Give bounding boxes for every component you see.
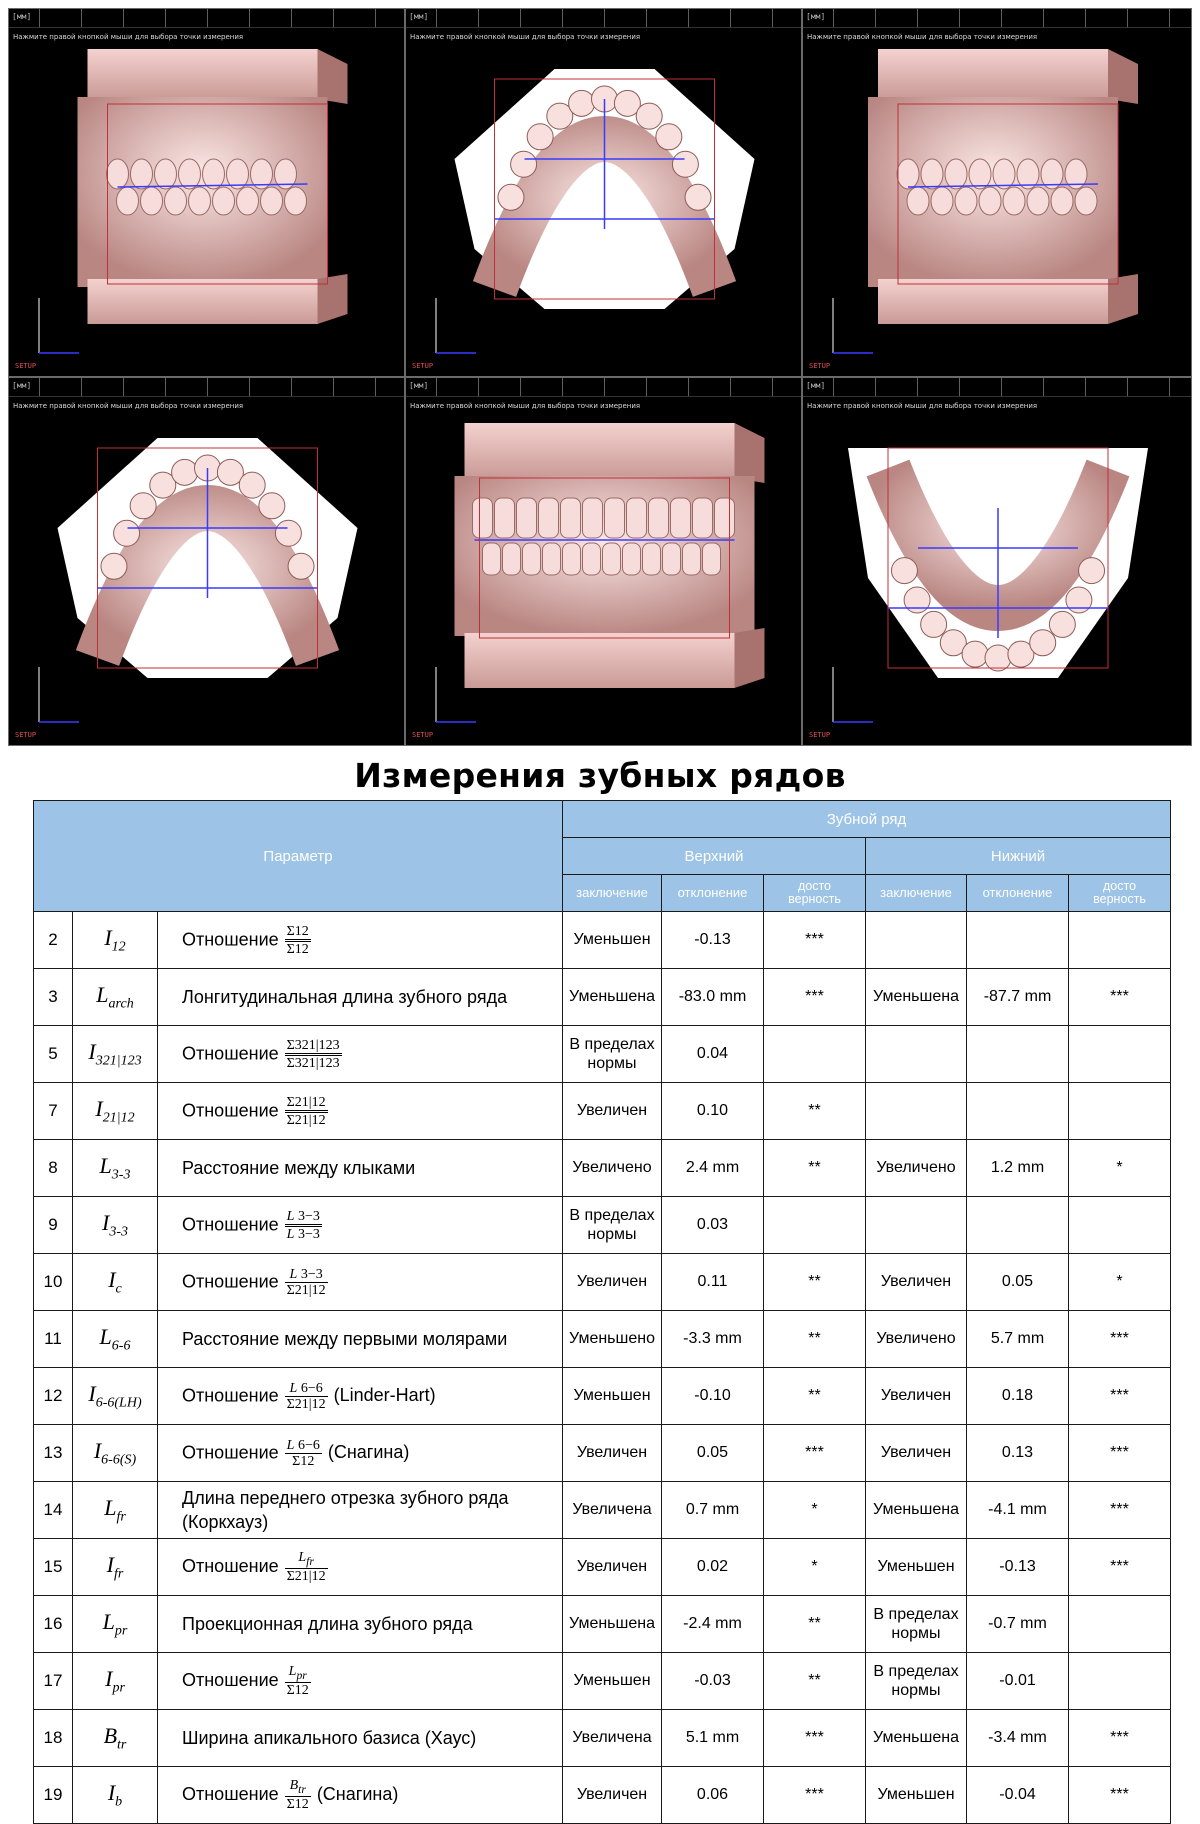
upper-significance xyxy=(764,1026,866,1083)
upper-deviation: -0.03 xyxy=(662,1653,764,1710)
param-symbol: $B_{tr}$ xyxy=(73,1710,158,1767)
table-row xyxy=(34,1083,1171,1140)
row-number: 9 xyxy=(34,1197,73,1254)
param-symbol: $I_b$ xyxy=(73,1767,158,1824)
upper-deviation: 0.03 xyxy=(662,1197,764,1254)
upper-significance: *** xyxy=(764,912,866,969)
upper-conclusion: Уменьшен xyxy=(563,1653,662,1710)
row-number: 16 xyxy=(34,1596,73,1653)
row-number: 3 xyxy=(34,969,73,1026)
formula-numerator: Σ12 xyxy=(286,923,309,939)
param-name: Отношение $\frac{L_{fr}}{\Sigma 21|12}$ xyxy=(158,1539,563,1596)
lower-deviation: -4.1 mm xyxy=(967,1482,1069,1539)
formula-denominator: Σ321|123 xyxy=(285,1053,342,1071)
param-name: Длина переднего отрезка зубного ряда (Коркхауз) xyxy=(158,1482,563,1539)
lower-deviation: 0.05 xyxy=(967,1254,1069,1311)
dental-model-render xyxy=(406,378,802,746)
ratio-formula xyxy=(285,1381,328,1412)
viewport-hint: Нажмите правой кнопкой мыши для выбора точки измерения xyxy=(807,33,1038,41)
upper-deviation: -0.10 xyxy=(662,1368,764,1425)
viewport-ruler: [мм] xyxy=(9,378,404,397)
lower-conclusion: Увеличен xyxy=(866,1254,967,1311)
dental-model-render xyxy=(406,9,802,377)
param-author: (Снагина) xyxy=(327,1441,410,1462)
lower-significance xyxy=(1069,1197,1171,1254)
upper-significance: ** xyxy=(764,1083,866,1140)
formula-numerator: Σ321|123 xyxy=(286,1037,340,1053)
param-author: (Linder-Hart) xyxy=(333,1384,436,1405)
viewport-hint: Нажмите правой кнопкой мыши для выбора точки измерения xyxy=(807,402,1038,410)
upper-significance: *** xyxy=(764,969,866,1026)
lower-conclusion xyxy=(866,912,967,969)
ratio-formula xyxy=(285,1038,342,1071)
upper-significance: * xyxy=(764,1482,866,1539)
table-row xyxy=(34,1425,1171,1482)
lower-significance xyxy=(1069,1026,1171,1083)
lower-conclusion: Увеличено xyxy=(866,1311,967,1368)
upper-deviation: 5.1 mm xyxy=(662,1710,764,1767)
lower-significance xyxy=(1069,1596,1171,1653)
viewport-frontal[interactable] xyxy=(405,377,802,746)
formula-denominator: L 3−3 xyxy=(285,1224,322,1242)
upper-conclusion: Увеличена xyxy=(563,1482,662,1539)
table-row xyxy=(34,912,1171,969)
upper-significance: *** xyxy=(764,1710,866,1767)
param-name: Отношение $\frac{L 6-6}{\Sigma 21|12}$ (Linder-Hart) xyxy=(158,1368,563,1425)
upper-deviation: -3.3 mm xyxy=(662,1311,764,1368)
table-row xyxy=(34,1140,1171,1197)
viewport-upper-occlusal-tilted[interactable] xyxy=(8,377,405,746)
lower-conclusion xyxy=(866,1026,967,1083)
upper-significance: ** xyxy=(764,1596,866,1653)
viewport-tag: SETUP xyxy=(809,731,831,739)
lower-deviation xyxy=(967,1026,1069,1083)
upper-significance: ** xyxy=(764,1311,866,1368)
upper-significance: ** xyxy=(764,1653,866,1710)
param-name: Лонгитудинальная длина зубного ряда xyxy=(158,969,563,1026)
upper-conclusion: Уменьшена xyxy=(563,1596,662,1653)
param-name: Расстояние между клыками xyxy=(158,1140,563,1197)
row-number: 17 xyxy=(34,1653,73,1710)
formula-denominator: Σ21|12 xyxy=(286,1282,326,1298)
upper-significance: * xyxy=(764,1539,866,1596)
ratio-formula xyxy=(285,1550,328,1585)
viewport-tag: SETUP xyxy=(15,731,37,739)
lower-significance xyxy=(1069,1083,1171,1140)
viewport-hint: Нажмите правой кнопкой мыши для выбора точки измерения xyxy=(13,402,244,410)
upper-deviation: 0.02 xyxy=(662,1539,764,1596)
ratio-formula xyxy=(285,1438,322,1469)
upper-deviation: 0.10 xyxy=(662,1083,764,1140)
row-number: 10 xyxy=(34,1254,73,1311)
param-symbol: $L_{6-6}$ xyxy=(73,1311,158,1368)
param-symbol: $L_{3-3}$ xyxy=(73,1140,158,1197)
measurements-table xyxy=(33,800,1171,1824)
param-name: Отношение $\frac{\Sigma 321|123}{\Sigma 321|123}$ xyxy=(158,1026,563,1083)
viewport-hint: Нажмите правой кнопкой мыши для выбора точки измерения xyxy=(410,33,641,41)
lower-deviation: -87.7 mm xyxy=(967,969,1069,1026)
lower-conclusion xyxy=(866,1197,967,1254)
param-symbol: $I_{6-6(LH)}$ xyxy=(73,1368,158,1425)
lower-deviation: 0.18 xyxy=(967,1368,1069,1425)
header-lower-significance: досто верность xyxy=(1069,875,1171,912)
upper-deviation: -0.13 xyxy=(662,912,764,969)
lower-deviation: 0.13 xyxy=(967,1425,1069,1482)
lower-conclusion: Увеличен xyxy=(866,1425,967,1482)
viewport-grid xyxy=(8,8,1192,746)
lower-deviation xyxy=(967,1083,1069,1140)
upper-deviation: -83.0 mm xyxy=(662,969,764,1026)
lower-conclusion: Уменьшена xyxy=(866,969,967,1026)
lower-significance: *** xyxy=(1069,1767,1171,1824)
row-number: 18 xyxy=(34,1710,73,1767)
lower-deviation: 5.7 mm xyxy=(967,1311,1069,1368)
viewport-tag: SETUP xyxy=(412,731,434,739)
param-name: Отношение $\frac{\Sigma 12}{\Sigma 12}$ xyxy=(158,912,563,969)
ratio-formula xyxy=(285,1664,311,1699)
viewport-hint: Нажмите правой кнопкой мыши для выбора точки измерения xyxy=(410,402,641,410)
upper-conclusion: Увеличен xyxy=(563,1425,662,1482)
lower-deviation: -0.7 mm xyxy=(967,1596,1069,1653)
param-name: Отношение $\frac{\Sigma 21|12}{\Sigma 21|12}$ xyxy=(158,1083,563,1140)
dental-model-render xyxy=(803,9,1192,377)
lower-significance xyxy=(1069,1653,1171,1710)
lower-significance: *** xyxy=(1069,969,1171,1026)
row-number: 2 xyxy=(34,912,73,969)
param-name: Отношение $\frac{L 3-3}{L 3-3}$ xyxy=(158,1197,563,1254)
param-name: Ширина апикального базиса (Хаус) xyxy=(158,1710,563,1767)
lower-significance xyxy=(1069,912,1171,969)
formula-numerator: $L_{pr}$ xyxy=(288,1663,307,1682)
lower-significance: *** xyxy=(1069,1368,1171,1425)
upper-deviation: 0.05 xyxy=(662,1425,764,1482)
table-row xyxy=(34,1539,1171,1596)
lower-significance: *** xyxy=(1069,1710,1171,1767)
formula-numerator: Σ21|12 xyxy=(286,1094,326,1110)
lower-significance: * xyxy=(1069,1140,1171,1197)
upper-significance: *** xyxy=(764,1767,866,1824)
row-number: 12 xyxy=(34,1368,73,1425)
upper-conclusion: Увеличена xyxy=(563,1710,662,1767)
upper-conclusion: Увеличено xyxy=(563,1140,662,1197)
header-upper: Верхний xyxy=(563,838,866,875)
header-dentition: Зубной ряд xyxy=(563,801,1171,838)
param-name: Расстояние между первыми молярами xyxy=(158,1311,563,1368)
row-number: 11 xyxy=(34,1311,73,1368)
lower-deviation xyxy=(967,1197,1069,1254)
lower-deviation: -3.4 mm xyxy=(967,1710,1069,1767)
header-lower-conclusion: заключение xyxy=(866,875,967,912)
header-lower: Нижний xyxy=(866,838,1171,875)
lower-deviation: -0.04 xyxy=(967,1767,1069,1824)
table-row xyxy=(34,1596,1171,1653)
viewport-ruler: [мм] xyxy=(9,9,404,28)
formula-numerator: $B_{tr}$ xyxy=(289,1777,306,1796)
header-upper-deviation: отклонение xyxy=(662,875,764,912)
param-author: (Снагина) xyxy=(316,1783,399,1804)
upper-conclusion: Увеличен xyxy=(563,1767,662,1824)
viewport-tag: SETUP xyxy=(809,362,831,370)
upper-conclusion: В пределах нормы xyxy=(563,1197,662,1254)
ratio-formula xyxy=(285,924,311,957)
dental-model-render xyxy=(9,378,405,746)
lower-deviation: 1.2 mm xyxy=(967,1140,1069,1197)
lower-significance: * xyxy=(1069,1254,1171,1311)
header-parameter: Параметр xyxy=(34,801,563,912)
viewport-hint: Нажмите правой кнопкой мыши для выбора точки измерения xyxy=(13,33,244,41)
table-row xyxy=(34,1311,1171,1368)
upper-conclusion: Увеличен xyxy=(563,1083,662,1140)
upper-conclusion: Увеличен xyxy=(563,1254,662,1311)
param-name: Отношение $\frac{L_{pr}}{\Sigma 12}$ xyxy=(158,1653,563,1710)
upper-conclusion: В пределах нормы xyxy=(563,1026,662,1083)
lower-significance: *** xyxy=(1069,1311,1171,1368)
table-row xyxy=(34,1653,1171,1710)
row-number: 14 xyxy=(34,1482,73,1539)
table-row xyxy=(34,1710,1171,1767)
viewport-ruler: [мм] xyxy=(406,9,801,28)
formula-numerator: L 6−6 xyxy=(286,1437,320,1453)
row-number: 19 xyxy=(34,1767,73,1824)
upper-deviation: 0.04 xyxy=(662,1026,764,1083)
param-name: Отношение $\frac{L 6-6}{\Sigma 12}$ (Снагина) xyxy=(158,1425,563,1482)
param-name: Отношение $\frac{L 3-3}{\Sigma 21|12}$ xyxy=(158,1254,563,1311)
upper-deviation: 0.7 mm xyxy=(662,1482,764,1539)
formula-denominator: Σ21|12 xyxy=(285,1110,328,1128)
formula-denominator: Σ21|12 xyxy=(286,1569,326,1585)
lower-deviation: -0.01 xyxy=(967,1653,1069,1710)
header-upper-significance: досто верность xyxy=(764,875,866,912)
ratio-formula xyxy=(285,1209,322,1242)
lower-conclusion: Уменьшена xyxy=(866,1710,967,1767)
upper-significance: ** xyxy=(764,1140,866,1197)
upper-significance: ** xyxy=(764,1368,866,1425)
lower-deviation: -0.13 xyxy=(967,1539,1069,1596)
table-row xyxy=(34,1254,1171,1311)
viewport-ruler: [мм] xyxy=(803,9,1191,28)
upper-significance: ** xyxy=(764,1254,866,1311)
viewport-upper-occlusal[interactable] xyxy=(405,8,802,377)
upper-deviation: -2.4 mm xyxy=(662,1596,764,1653)
lower-conclusion: Уменьшен xyxy=(866,1539,967,1596)
viewport-right-side[interactable] xyxy=(8,8,405,377)
param-symbol: $I_{fr}$ xyxy=(73,1539,158,1596)
row-number: 5 xyxy=(34,1026,73,1083)
param-symbol: $I_{321|123}$ xyxy=(73,1026,158,1083)
param-symbol: $I_c$ xyxy=(73,1254,158,1311)
formula-denominator: Σ21|12 xyxy=(286,1396,326,1412)
lower-conclusion: Уменьшена xyxy=(866,1482,967,1539)
viewport-left-side[interactable] xyxy=(802,8,1192,377)
formula-numerator: L 3−3 xyxy=(289,1266,323,1282)
upper-deviation: 2.4 mm xyxy=(662,1140,764,1197)
row-number: 7 xyxy=(34,1083,73,1140)
viewport-tag: SETUP xyxy=(15,362,37,370)
table-row xyxy=(34,1482,1171,1539)
table-row xyxy=(34,1767,1171,1824)
dental-model-render xyxy=(9,9,405,377)
upper-conclusion: Уменьшена xyxy=(563,969,662,1026)
lower-deviation xyxy=(967,912,1069,969)
lower-significance: *** xyxy=(1069,1539,1171,1596)
upper-conclusion: Уменьшено xyxy=(563,1311,662,1368)
viewport-tag: SETUP xyxy=(412,362,434,370)
upper-deviation: 0.06 xyxy=(662,1767,764,1824)
viewport-lower-occlusal[interactable] xyxy=(802,377,1192,746)
formula-numerator: L 3−3 xyxy=(286,1208,320,1224)
viewport-ruler: [мм] xyxy=(803,378,1191,397)
dental-model-render xyxy=(803,378,1192,746)
page-title: Измерения зубных рядов xyxy=(354,756,846,795)
row-number: 13 xyxy=(34,1425,73,1482)
viewport-ruler: [мм] xyxy=(406,378,801,397)
row-number: 15 xyxy=(34,1539,73,1596)
lower-conclusion: Увеличен xyxy=(866,1368,967,1425)
upper-significance xyxy=(764,1197,866,1254)
param-symbol: $I_{21|12}$ xyxy=(73,1083,158,1140)
lower-significance: *** xyxy=(1069,1482,1171,1539)
ratio-formula xyxy=(285,1778,311,1813)
lower-conclusion: В пределах нормы xyxy=(866,1653,967,1710)
upper-conclusion: Уменьшен xyxy=(563,912,662,969)
header-lower-deviation: отклонение xyxy=(967,875,1069,912)
lower-conclusion: В пределах нормы xyxy=(866,1596,967,1653)
upper-conclusion: Увеличен xyxy=(563,1539,662,1596)
param-symbol: $L_{arch}$ xyxy=(73,969,158,1026)
param-name: Отношение $\frac{B_{tr}}{\Sigma 12}$ (Снагина) xyxy=(158,1767,563,1824)
param-name: Проекционная длина зубного ряда xyxy=(158,1596,563,1653)
formula-denominator: Σ12 xyxy=(285,1453,322,1469)
param-symbol: $L_{fr}$ xyxy=(73,1482,158,1539)
formula-denominator: Σ12 xyxy=(286,1683,309,1699)
formula-numerator: $L_{fr}$ xyxy=(298,1549,314,1568)
upper-deviation: 0.11 xyxy=(662,1254,764,1311)
param-symbol: $I_{6-6(S)}$ xyxy=(73,1425,158,1482)
ratio-formula xyxy=(285,1267,328,1298)
upper-significance: *** xyxy=(764,1425,866,1482)
lower-conclusion: Уменьшен xyxy=(866,1767,967,1824)
upper-conclusion: Уменьшен xyxy=(563,1368,662,1425)
formula-denominator: Σ12 xyxy=(286,1797,309,1813)
formula-numerator: L 6−6 xyxy=(289,1380,323,1396)
lower-conclusion xyxy=(866,1083,967,1140)
param-symbol: $I_{3-3}$ xyxy=(73,1197,158,1254)
table-row xyxy=(34,1368,1171,1425)
param-symbol: $I_{12}$ xyxy=(73,912,158,969)
row-number: 8 xyxy=(34,1140,73,1197)
table-row xyxy=(34,1026,1171,1083)
ratio-formula xyxy=(285,1095,328,1128)
lower-significance: *** xyxy=(1069,1425,1171,1482)
param-symbol: $L_{pr}$ xyxy=(73,1596,158,1653)
lower-conclusion: Увеличено xyxy=(866,1140,967,1197)
table-row xyxy=(34,969,1171,1026)
param-symbol: $I_{pr}$ xyxy=(73,1653,158,1710)
table-row xyxy=(34,1197,1171,1254)
formula-denominator: Σ12 xyxy=(285,939,311,957)
header-upper-conclusion: заключение xyxy=(563,875,662,912)
